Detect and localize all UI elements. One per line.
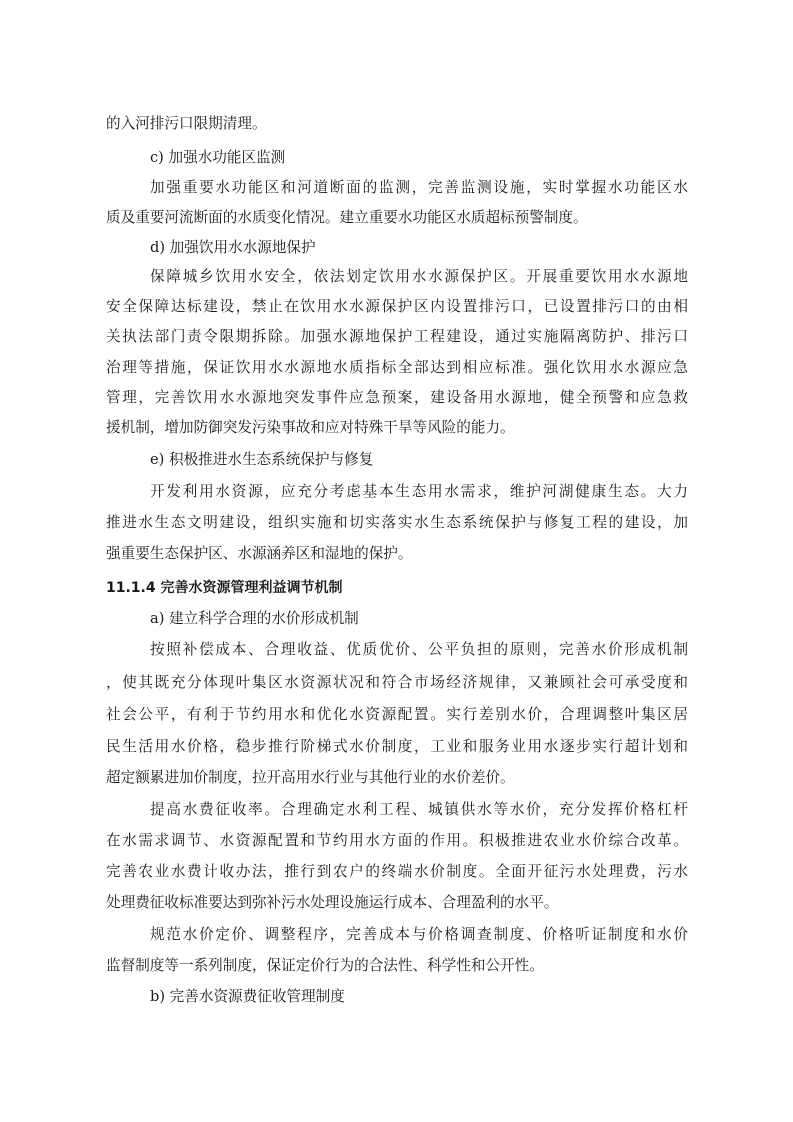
body-line: 保障城乡饮用水安全，依法划定饮用水水源保护区。开展重要饮用水水源地 <box>150 268 688 285</box>
body-line: 安全保障达标建设，禁止在饮用水水源保护区内设置排污口，已设置排污口的由相 <box>106 298 688 315</box>
body-line: 按照补偿成本、合理收益、优质优价、公平负担的原则，完善水价形成机制 <box>150 641 688 658</box>
body-line: 强重要生态保护区、水源涵养区和湿地的保护。 <box>106 545 413 562</box>
subheading-c: c) 加强水功能区监测 <box>150 149 286 166</box>
body-line: 治理等措施，保证饮用水水源地水质指标全部达到相应标准。强化饮用水水源应急 <box>106 359 688 376</box>
subheading-e: e) 积极推进水生态系统保护与修复 <box>150 451 374 468</box>
body-line: 完善农业水费计收办法，推行到农户的终端水价制度。全面开征污水处理费，污水 <box>106 863 688 880</box>
body-line: 提高水费征收率。合理确定水利工程、城镇供水等水价，充分发挥价格杠杆 <box>150 801 688 818</box>
subheading-b: b) 完善水资源费征收管理制度 <box>150 988 345 1005</box>
body-line: 加强重要水功能区和河道断面的监测，完善监测设施，实时掌握水功能区水 <box>150 179 688 196</box>
body-line: 处理费征收标准要达到弥补污水处理设施运行成本、合理盈利的水平。 <box>106 894 559 911</box>
subheading-d: d) 加强饮用水水源地保护 <box>150 239 316 256</box>
body-line: 监督制度等一系列制度，保证定价行为的合法性、科学性和公开性。 <box>106 957 544 974</box>
body-line: 民生活用水价格，稳步推行阶梯式水价制度，工业和服务业用水逐步实行超计划和 <box>106 738 688 755</box>
body-line: ，使其既充分体现叶集区水资源状况和符合市场经济规律，又兼顾社会可承受度和 <box>106 674 688 691</box>
body-line: 质及重要河流断面的水质变化情况。建立重要水功能区水质超标预警制度。 <box>106 209 588 226</box>
body-line: 的入河排污口限期清理。 <box>106 115 267 132</box>
body-line: 社会公平，有利于节约用水和优化水资源配置。实行差别水价，合理调整叶集区居 <box>106 706 688 723</box>
body-line: 超定额累进加价制度，拉开高用水行业与其他行业的水价差价。 <box>106 769 515 786</box>
body-line: 开发利用水资源，应充分考虑基本生态用水需求，维护河湖健康生态。大力 <box>150 483 688 500</box>
section-heading: 11.1.4 完善水资源管理利益调节机制 <box>106 580 343 596</box>
body-line: 规范水价定价、调整程序，完善成本与价格调查制度、价格听证制度和水价 <box>150 926 688 943</box>
body-line: 援机制，增加防御突发污染事故和应对特殊干旱等风险的能力。 <box>106 419 515 436</box>
body-line: 在水需求调节、水资源配置和节约用水方面的作用。积极推进农业水价综合改革。 <box>106 832 688 849</box>
body-line: 关执法部门责令限期拆除。加强水源地保护工程建设，通过实施隔离防护、排污口 <box>106 328 688 345</box>
subheading-a: a) 建立科学合理的水价形成机制 <box>150 610 359 627</box>
body-line: 管理，完善饮用水水源地突发事件应急预案，建设备用水源地，健全预警和应急救 <box>106 389 688 406</box>
body-line: 推进水生态文明建设，组织实施和切实落实水生态系统保护与修复工程的建设，加 <box>106 514 688 531</box>
